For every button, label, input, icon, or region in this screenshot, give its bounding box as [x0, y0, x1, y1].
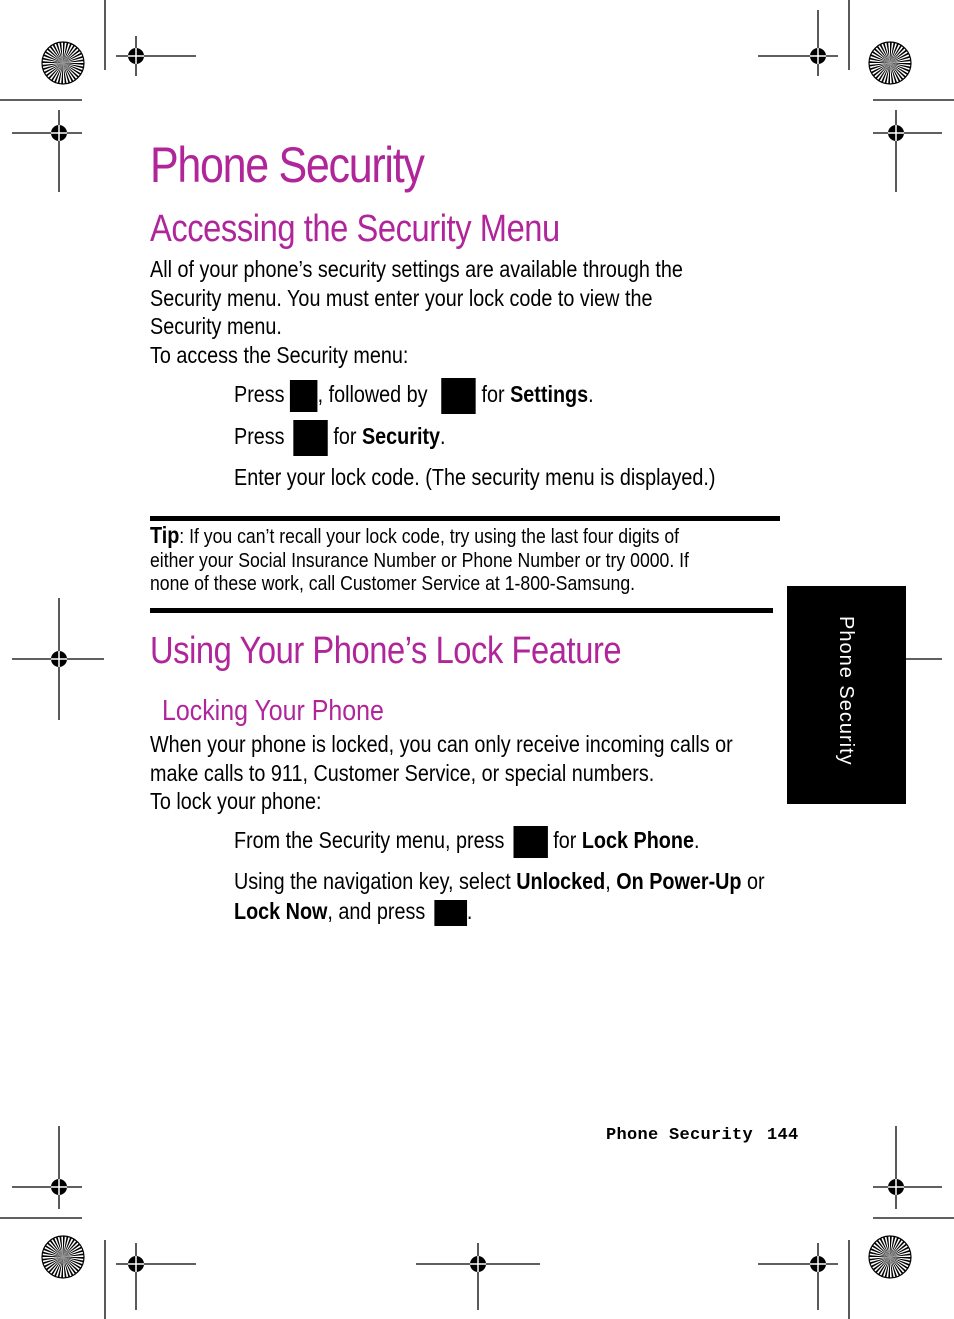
- on-power-up-option: On Power-Up: [616, 868, 742, 894]
- step-text: Press: [234, 423, 291, 450]
- step-text: .: [466, 898, 473, 924]
- tip-box: [150, 524, 689, 596]
- section1-intro: [150, 255, 683, 369]
- step-text: , followed by: [317, 381, 434, 408]
- tip-label: Tip: [150, 522, 180, 548]
- side-tab: [787, 586, 906, 804]
- step-text: , and press: [327, 898, 431, 924]
- number-key-icon: [294, 420, 328, 456]
- lock-phone-label: Lock Phone: [581, 827, 694, 853]
- step-text: or: [741, 868, 765, 894]
- section-heading-accessing: Accessing the Security Menu: [150, 208, 560, 250]
- step-enter-code: Enter your lock code. (The security menu is displayed.): [234, 464, 716, 490]
- step-text: .: [693, 827, 700, 853]
- menu-key-icon: [290, 380, 318, 412]
- side-tab-label: Phone Security: [835, 616, 857, 766]
- page-title: Phone Security: [150, 137, 424, 193]
- lead-text: To access the Security menu:: [150, 341, 409, 368]
- tip-line: : If you can’t recall your lock code, try using the last four digits of: [179, 525, 680, 548]
- step-press-settings: [234, 378, 594, 414]
- intro-line: Security menu.: [150, 313, 282, 339]
- step-text: From the Security menu, press: [234, 827, 510, 853]
- step-select-option: [234, 866, 765, 926]
- lock-now-option: Lock Now: [234, 898, 328, 924]
- intro-line: All of your phone’s security settings are available through the: [150, 256, 683, 282]
- lead-text: To lock your phone:: [150, 788, 322, 814]
- section-heading-lock-feature: Using Your Phone’s Lock Feature: [150, 630, 622, 672]
- subheading-locking: Locking Your Phone: [162, 695, 384, 727]
- step-lock-phone: [234, 825, 699, 858]
- intro-line: When your phone is locked, you can only receive incoming calls or: [150, 731, 733, 757]
- step-text: for: [327, 423, 362, 450]
- step-text: .: [440, 423, 446, 450]
- page-footer: [606, 1126, 799, 1145]
- step-text: Using the navigation key, select: [234, 868, 517, 894]
- step-text: for: [547, 827, 582, 853]
- step-text: .: [588, 381, 594, 408]
- step-text: Press: [234, 381, 291, 408]
- unlocked-option: Unlocked: [516, 868, 606, 894]
- ok-key-icon: [434, 900, 467, 926]
- step-text: for: [476, 381, 511, 408]
- intro-line: Security menu. You must enter your lock code to view the: [150, 284, 653, 311]
- number-key-icon: [442, 378, 476, 414]
- page-number: 144: [767, 1126, 799, 1145]
- intro-line: make calls to 911, Customer Service, or special numbers.: [150, 759, 655, 786]
- number-key-icon: [513, 826, 547, 858]
- tip-bottom-rule: [150, 608, 773, 613]
- tip-line: either your Social Insurance Number or Phone Number or try 0000. If: [150, 548, 689, 572]
- step-text: ,: [605, 868, 617, 894]
- step-press-security: [234, 420, 446, 456]
- settings-label: Settings: [510, 381, 589, 408]
- tip-top-rule: [150, 516, 780, 521]
- footer-section: Phone Security: [606, 1126, 754, 1145]
- tip-line: none of these work, call Customer Service at 1-800-Samsung.: [150, 572, 636, 595]
- security-label: Security: [361, 423, 441, 450]
- section2-intro: [150, 730, 733, 816]
